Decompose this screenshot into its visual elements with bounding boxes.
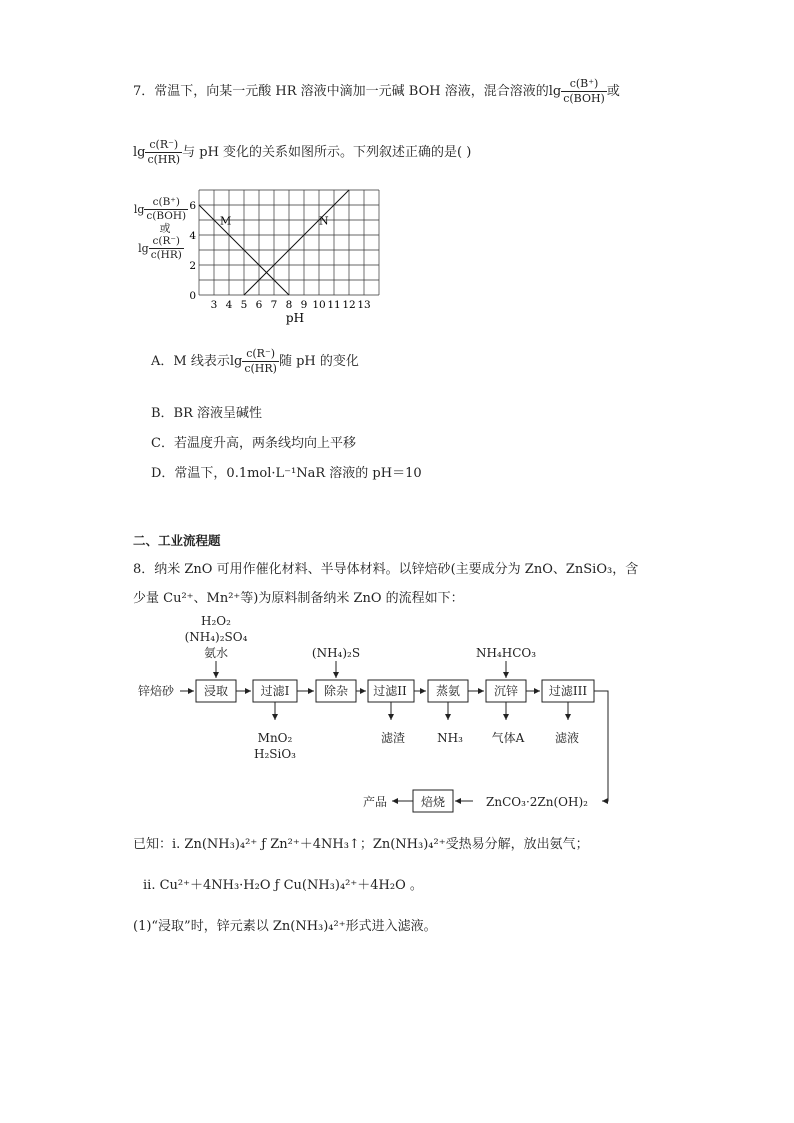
- y-fraction-b: [144, 196, 188, 223]
- step-zinc-precip: 沉锌: [493, 684, 519, 698]
- known-i: 已知：i. Zn(NH₃)₄²⁺ ƒ Zn²⁺＋4NH₃↑；Zn(NH₃)₄²⁺受热易分解，放出氨气；: [133, 837, 589, 852]
- output-gas-a: 气体A: [491, 731, 525, 745]
- step-leach: 浸取: [203, 684, 229, 698]
- option-a: [151, 346, 359, 378]
- q7-intro-line: [133, 76, 620, 108]
- series-label-N: N: [319, 214, 329, 228]
- product-label: 产品: [362, 795, 388, 809]
- step-filter-2: 过滤II: [373, 684, 407, 698]
- q7-second-line: [133, 137, 471, 169]
- x-tick-label: 4: [225, 299, 233, 311]
- output-mno2: MnO₂: [257, 731, 293, 745]
- step-calcine: 焙烧: [420, 795, 446, 809]
- reagent-nh4hco3: NH₄HCO₃: [475, 646, 537, 660]
- y-tick-label: 6: [189, 200, 196, 212]
- lg-text: lg: [548, 84, 562, 99]
- step-purify: 除杂: [323, 684, 349, 698]
- fraction-r-num: c(R⁻): [145, 138, 182, 153]
- chart-ticks: [189, 200, 370, 311]
- x-tick-label: 3: [210, 299, 218, 311]
- y-fraction-b-num: c(B⁺): [144, 196, 188, 210]
- option-b: B．BR 溶液呈碱性: [151, 406, 263, 421]
- x-tick-label: 5: [240, 299, 248, 311]
- x-tick-label: 9: [300, 299, 308, 311]
- step-ammonia-evap: 蒸氨: [435, 684, 461, 698]
- option-a-den: c(HR): [244, 362, 277, 375]
- option-a-lg: lg: [229, 354, 243, 369]
- fraction-b-den: c(BOH): [563, 92, 605, 105]
- q8-line2: 少量 Cu²⁺、Mn²⁺等)为原料制备纳米 ZnO 的流程如下：: [133, 591, 464, 606]
- intermediate-zinc-carbonate: ZnCO₃·2Zn(OH)₂: [486, 795, 588, 809]
- x-tick-label: 8: [285, 299, 293, 311]
- y-fraction-r-num: c(R⁻): [149, 235, 184, 249]
- reagent-ammonia: 氨水: [203, 646, 229, 660]
- x-tick-label: 10: [312, 299, 326, 311]
- option-a-fraction: [242, 347, 279, 376]
- y-tick-label: 2: [189, 260, 196, 272]
- q7-tail: 与 pH 变化的关系如图所示。下列叙述正确的是( ): [182, 145, 472, 160]
- known-ii: ii. Cu²⁺＋4NH₃·H₂O ƒ Cu(NH₃)₄²⁺＋4H₂O 。: [143, 878, 423, 893]
- option-a-num: c(R⁻): [242, 347, 279, 362]
- series-label-M: M: [220, 214, 232, 228]
- or-text: 或: [606, 84, 620, 99]
- y-fraction-r: [149, 235, 184, 262]
- output-filtrate: 滤液: [554, 731, 580, 745]
- fraction-r: [145, 138, 182, 167]
- x-tick-label: 11: [327, 299, 341, 311]
- y-tick-label: 0: [189, 290, 196, 302]
- option-a-pre: A．M 线表示: [151, 354, 230, 369]
- option-c: C．若温度升高，两条线均向上平移: [151, 436, 356, 451]
- q8-line1: 8．纳米 ZnO 可用作催化材料、半导体材料。以锌焙砂(主要成分为 ZnO、ZnSiO₃，含: [133, 562, 639, 577]
- y-fraction-b-den: c(BOH): [146, 210, 187, 222]
- option-d: D．常温下，0.1mol·L⁻¹NaR 溶液的 pH＝10: [151, 466, 422, 481]
- y-lg-2: lg: [138, 241, 149, 255]
- series-line-N: [244, 190, 349, 295]
- y-lg-1: lg: [133, 202, 145, 216]
- output-nh3: NH₃: [437, 731, 463, 745]
- step-filter-3: 过滤III: [548, 684, 588, 698]
- y-fraction-r-den: c(HR): [150, 249, 182, 261]
- y-tick-label: 4: [189, 230, 196, 242]
- output-h2sio3: H₂SiO₃: [254, 747, 296, 761]
- process-flowchart: [130, 610, 630, 815]
- reagent-h2o2: H₂O₂: [201, 614, 231, 628]
- section-heading: 二、工业流程题: [133, 533, 221, 548]
- x-tick-label: 12: [342, 299, 356, 311]
- reagent-nh4so4: (NH₄)₂SO₄: [184, 630, 248, 644]
- x-tick-label: 13: [357, 299, 371, 311]
- chart-grid: [199, 190, 379, 295]
- fraction-b-num: c(B⁺): [561, 77, 607, 92]
- q7-intro: 7．常温下，向某一元酸 HR 溶液中滴加一元碱 BOH 溶液，混合溶液的: [133, 84, 549, 99]
- step-filter-1: 过滤I: [260, 684, 290, 698]
- option-a-post: 随 pH 的变化: [278, 354, 359, 369]
- start-material: 锌焙砂: [137, 684, 175, 698]
- lg-text-2: lg: [133, 145, 146, 160]
- fraction-r-den: c(HR): [147, 153, 181, 166]
- y-axis-label: [131, 196, 191, 262]
- output-residue: 滤渣: [380, 731, 406, 745]
- y-or: 或: [159, 222, 171, 235]
- x-tick-label: 7: [270, 299, 278, 311]
- subquestion-1: (1)“浸取”时，锌元素以 Zn(NH₃)₄²⁺形式进入滤液。: [133, 919, 437, 934]
- x-axis-label: pH: [285, 311, 305, 325]
- x-tick-label: 6: [255, 299, 263, 311]
- fraction-b: [561, 77, 607, 106]
- reagent-nh4s: (NH₄)₂S: [311, 646, 361, 660]
